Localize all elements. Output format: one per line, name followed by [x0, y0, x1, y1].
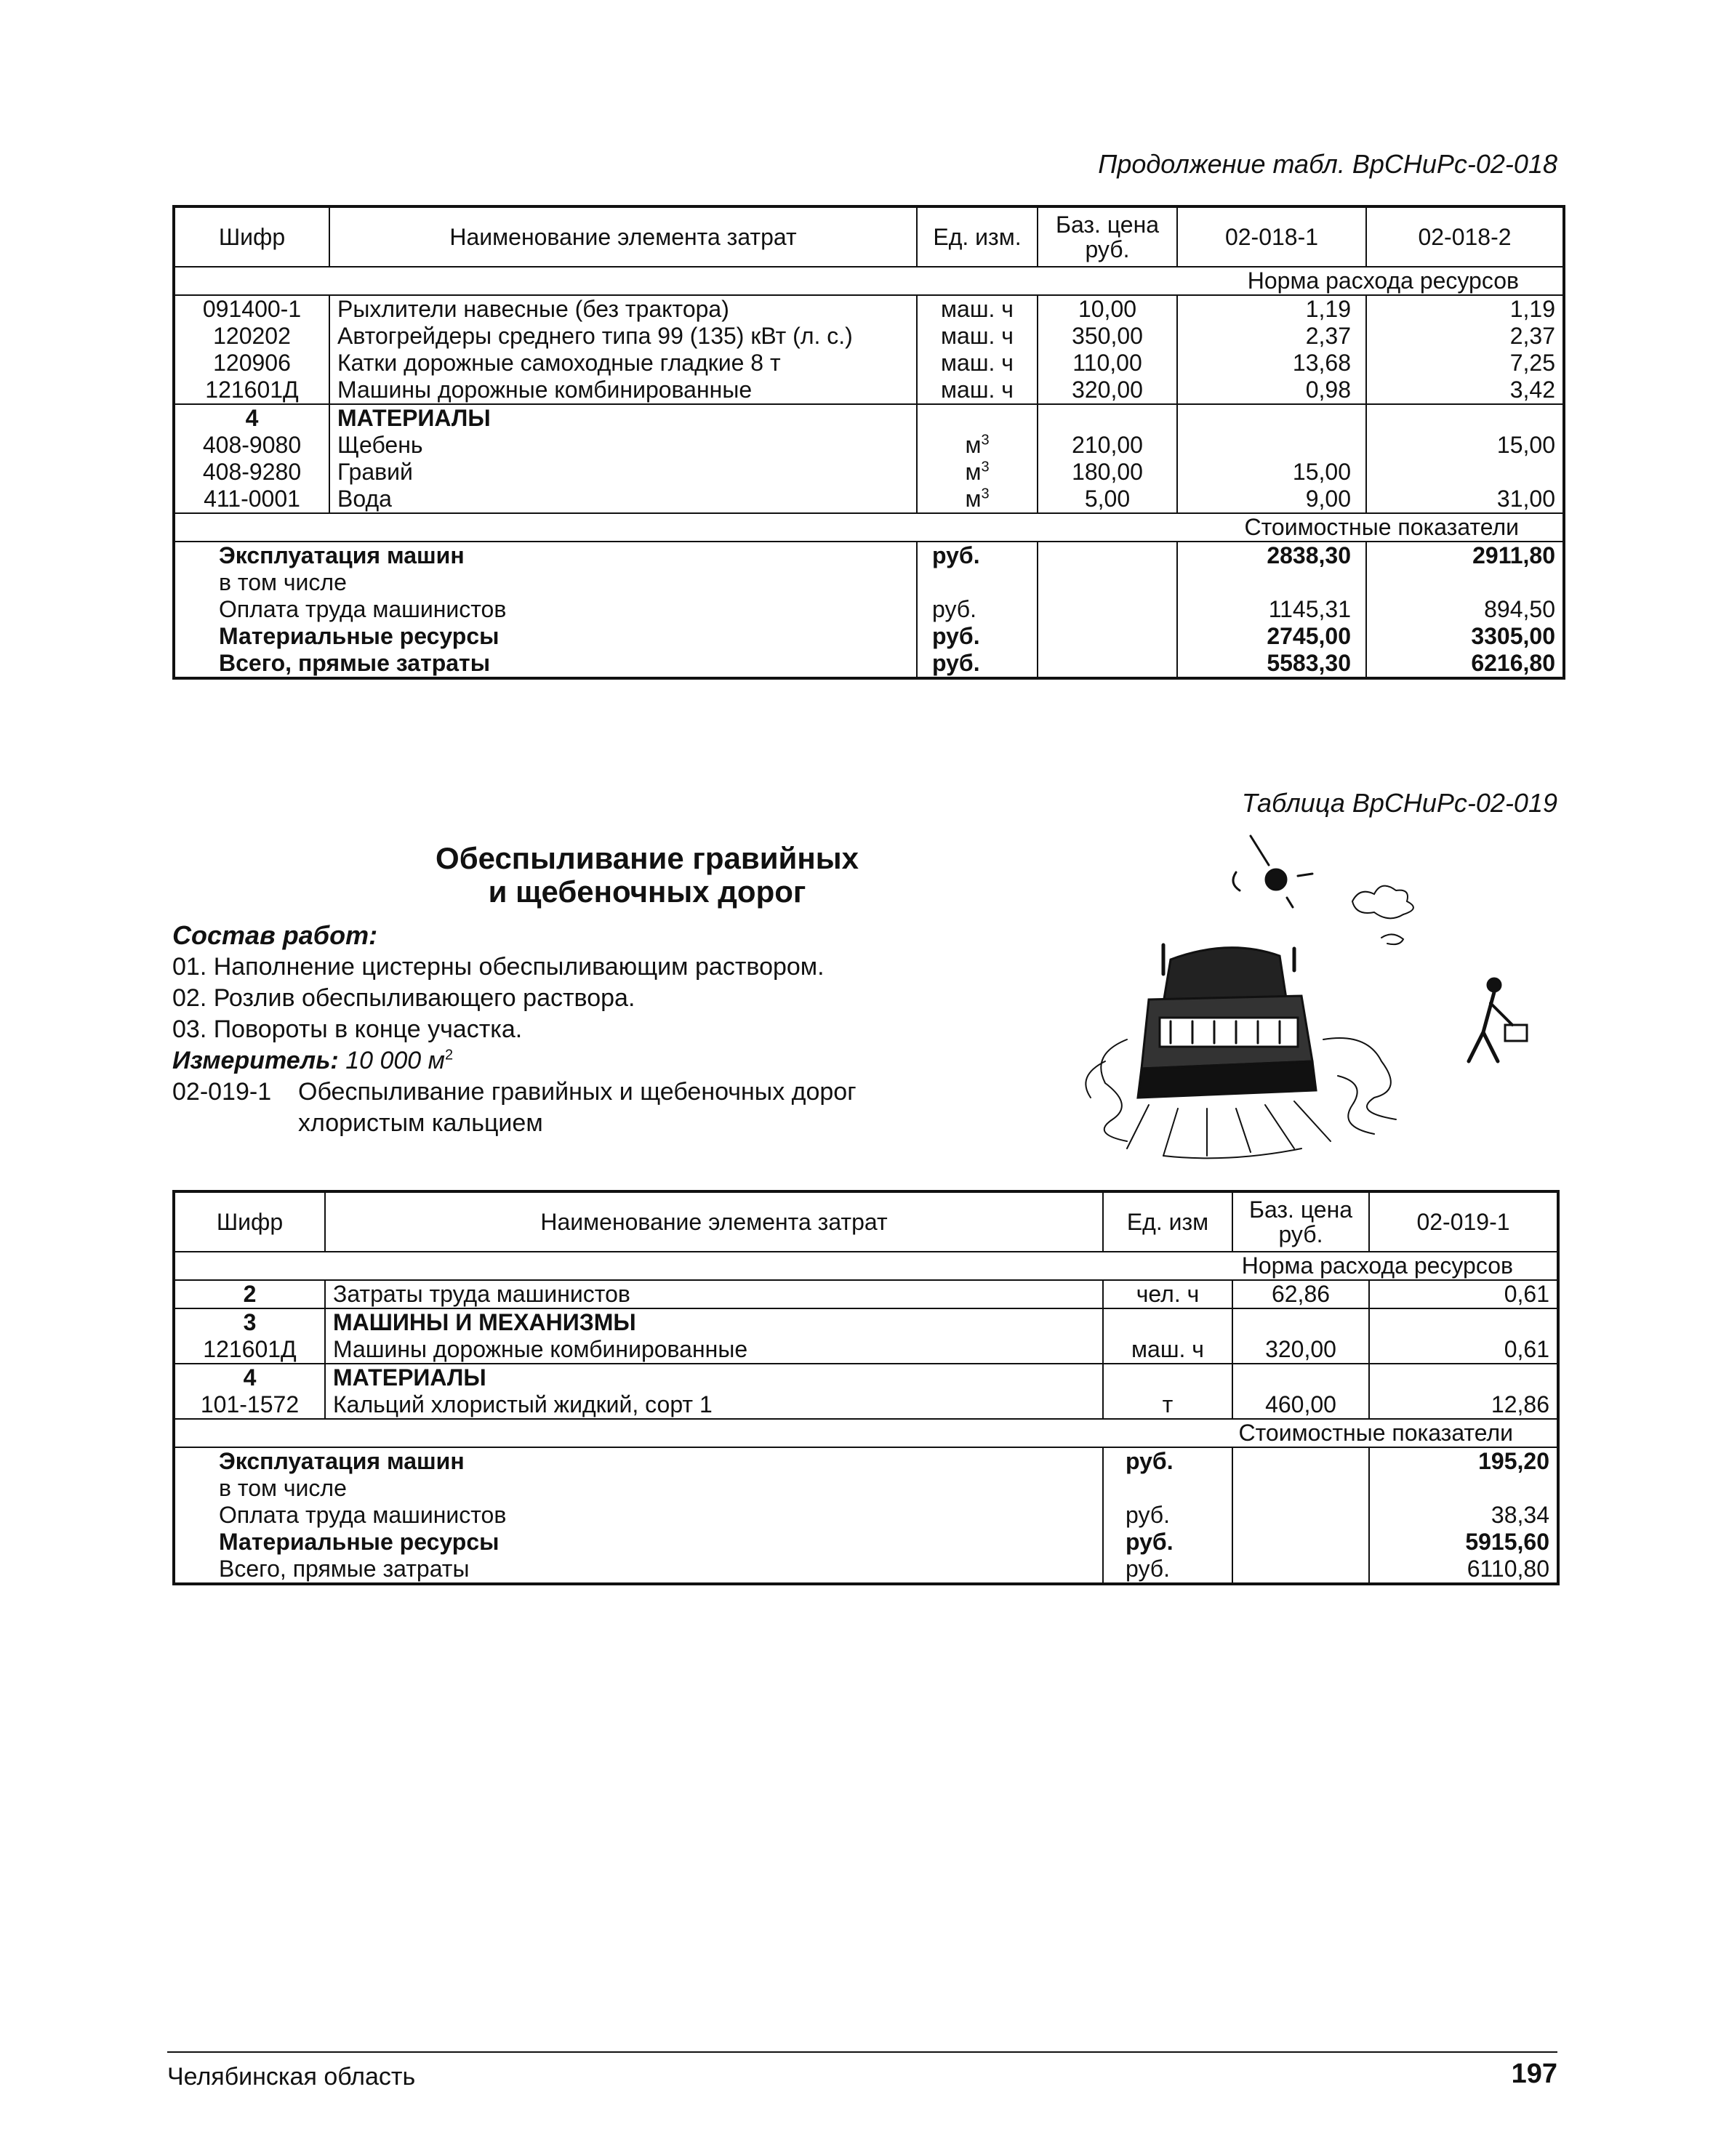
cost-unit: руб.	[1103, 1447, 1232, 1475]
table-row	[174, 323, 1564, 350]
cell-price: 460,00	[1232, 1391, 1369, 1419]
cell-unit: маш. ч	[1103, 1336, 1232, 1364]
cell-name: Кальций хлористый жидкий, сорт 1	[325, 1391, 1103, 1419]
continuation-title: Продолжение табл. ВрСНиРс-02-018	[1098, 149, 1557, 179]
cost-value-1: 1145,31	[1177, 596, 1366, 623]
cost-value-1: 5583,30	[1177, 650, 1366, 678]
header-col-1: 02-019-1	[1369, 1191, 1558, 1252]
cell-name: МАШИНЫ И МЕХАНИЗМЫ	[325, 1308, 1103, 1336]
cell-code: 411-0001	[174, 486, 329, 513]
cost-name: Всего, прямые затраты	[174, 650, 917, 678]
cell-unit: маш. ч	[917, 377, 1038, 404]
section-title	[371, 842, 923, 909]
header-col-1: 02-018-1	[1177, 206, 1366, 267]
cell-price: 5,00	[1038, 486, 1177, 513]
cost-name: Эксплуатация машин	[174, 1447, 1103, 1475]
cost-empty	[1038, 596, 1177, 623]
table-header	[174, 206, 1564, 267]
table-row	[174, 459, 1564, 486]
table-row	[174, 1280, 1558, 1308]
cost-name: Материальные ресурсы	[174, 623, 917, 650]
cell-value-1	[1369, 1308, 1558, 1336]
road-machine-illustration	[1062, 821, 1556, 1163]
cost-row	[174, 650, 1564, 678]
table-row	[174, 295, 1564, 323]
cost-value-2: 2911,80	[1366, 542, 1564, 569]
cost-row	[174, 569, 1564, 596]
cost-empty	[1038, 542, 1177, 569]
cost-value-2: 6216,80	[1366, 650, 1564, 678]
cell-name: Автогрейдеры среднего типа 99 (135) кВт (л. с.)	[329, 323, 917, 350]
cell-value-1	[1369, 1364, 1558, 1391]
cell-unit: чел. ч	[1103, 1280, 1232, 1308]
cell-code: 2	[174, 1280, 325, 1308]
cell-name: МАТЕРИАЛЫ	[325, 1364, 1103, 1391]
cost-unit: руб.	[917, 542, 1038, 569]
cost-value-2: 3305,00	[1366, 623, 1564, 650]
cell-value-1: 1,19	[1177, 295, 1366, 323]
cell-price: 110,00	[1038, 350, 1177, 377]
cell-price: 320,00	[1232, 1336, 1369, 1364]
walking-man-icon	[1469, 978, 1527, 1061]
unit-text: м	[965, 486, 982, 512]
section-cost-label: Стоимостные показатели	[325, 1419, 1558, 1447]
cell-price	[1232, 1308, 1369, 1336]
group-code: 4	[174, 404, 329, 432]
work-item: 01. Наполнение цистерны обеспыливающим раствором.	[172, 953, 825, 981]
cost-row	[174, 1556, 1558, 1584]
cell-name: Вода	[329, 486, 917, 513]
cost-row	[174, 623, 1564, 650]
materials-group-row	[174, 404, 1564, 432]
cell-code: 091400-1	[174, 295, 329, 323]
cost-name: Материальные ресурсы	[174, 1529, 1103, 1556]
header-price: Баз. цена руб.	[1232, 1191, 1369, 1252]
cost-unit: руб.	[1103, 1529, 1232, 1556]
table-row	[174, 350, 1564, 377]
cost-name: в том числе	[174, 569, 917, 596]
group-row	[174, 1308, 1558, 1336]
cost-value-1: 6110,80	[1369, 1556, 1558, 1584]
table-02-018	[172, 205, 1565, 680]
cost-name: в том числе	[174, 1475, 1103, 1502]
cell-code: 4	[174, 1364, 325, 1391]
cost-unit	[1103, 1475, 1232, 1502]
cell-price: 210,00	[1038, 432, 1177, 459]
cell-value-1: 0,61	[1369, 1280, 1558, 1308]
unit-text: м	[965, 432, 982, 458]
page-number: 197	[1511, 2059, 1557, 2089]
cell-price: 180,00	[1038, 459, 1177, 486]
cost-empty	[1232, 1502, 1369, 1529]
cost-value-1	[1369, 1475, 1558, 1502]
table-row	[174, 1391, 1558, 1419]
cell-code: 3	[174, 1308, 325, 1336]
cost-name: Всего, прямые затраты	[174, 1556, 1103, 1584]
cost-row	[174, 1529, 1558, 1556]
cell-value-1	[1177, 432, 1366, 459]
section-cost-row	[174, 1419, 1558, 1447]
section-norm-label: Норма расхода ресурсов	[329, 267, 1564, 295]
cell-unit: т	[1103, 1391, 1232, 1419]
cell-price	[1232, 1364, 1369, 1391]
cell-unit: маш. ч	[917, 323, 1038, 350]
cost-value-2	[1366, 569, 1564, 596]
cell-value-2: 3,42	[1366, 377, 1564, 404]
cost-unit: руб.	[917, 623, 1038, 650]
cost-unit: руб.	[1103, 1502, 1232, 1529]
cost-row	[174, 1475, 1558, 1502]
table-row	[174, 432, 1564, 459]
unit-sup: 3	[981, 459, 990, 475]
cell-unit	[1103, 1308, 1232, 1336]
work-items-list	[172, 952, 987, 1045]
cost-value-1: 38,34	[1369, 1502, 1558, 1529]
cell-code: 408-9280	[174, 459, 329, 486]
cell-code: 408-9080	[174, 432, 329, 459]
cell-unit	[1103, 1364, 1232, 1391]
section-norm-row	[174, 1252, 1558, 1280]
cell-value-1: 2,37	[1177, 323, 1366, 350]
header-name: Наименование элемента затрат	[329, 206, 917, 267]
cell-value-1: 15,00	[1177, 459, 1366, 486]
sun-icon	[1233, 836, 1312, 907]
group-row	[174, 1364, 1558, 1391]
cost-row	[174, 542, 1564, 569]
header-code: Шифр	[174, 1191, 325, 1252]
cell-price: 320,00	[1038, 377, 1177, 404]
cost-unit: руб.	[1103, 1556, 1232, 1584]
cell-name: Рыхлители навесные (без трактора)	[329, 295, 917, 323]
table-header	[174, 1191, 1558, 1252]
cell-code: 120202	[174, 323, 329, 350]
cell-unit: маш. ч	[917, 350, 1038, 377]
cell-unit: маш. ч	[917, 295, 1038, 323]
table-row	[174, 1336, 1558, 1364]
table-row	[174, 486, 1564, 513]
cell-name: Машины дорожные комбинированные	[325, 1336, 1103, 1364]
section-cost-row	[174, 513, 1564, 542]
cost-row	[174, 1502, 1558, 1529]
cell-value-1: 12,86	[1369, 1391, 1558, 1419]
header-unit: Ед. изм	[1103, 1191, 1232, 1252]
cost-unit: руб.	[917, 650, 1038, 678]
unit-text: м	[965, 459, 982, 485]
cost-value-2: 894,50	[1366, 596, 1564, 623]
section-title-line-2: и щебеночных дорог	[488, 874, 806, 909]
header-price: Баз. цена руб.	[1038, 206, 1177, 267]
cell-value-2: 2,37	[1366, 323, 1564, 350]
unit-sup: 3	[981, 486, 990, 502]
meter-value: 10 000 м	[345, 1047, 445, 1074]
unit-sup: 3	[981, 432, 990, 449]
cost-value-1	[1177, 569, 1366, 596]
machine-icon	[1138, 945, 1316, 1098]
work-item: 03. Повороты в конце участка.	[172, 1015, 523, 1043]
cell-unit	[917, 432, 1038, 459]
cost-name: Оплата труда машинистов	[174, 596, 917, 623]
work-composition	[172, 920, 987, 1139]
cost-empty	[1232, 1529, 1369, 1556]
cell-name: Затраты труда машинистов	[325, 1280, 1103, 1308]
header-col-2: 02-018-2	[1366, 206, 1564, 267]
cost-empty	[1232, 1447, 1369, 1475]
cost-row	[174, 1447, 1558, 1475]
item-line	[172, 1077, 987, 1139]
cost-name: Эксплуатация машин	[174, 542, 917, 569]
item-code: 02-019-1	[172, 1078, 272, 1106]
cost-value-1: 2745,00	[1177, 623, 1366, 650]
item-desc	[298, 1077, 857, 1139]
cell-price: 62,86	[1232, 1280, 1369, 1308]
header-unit: Ед. изм.	[917, 206, 1038, 267]
group-name: МАТЕРИАЛЫ	[329, 404, 917, 432]
meter-label: Измеритель:	[172, 1047, 339, 1074]
cost-empty	[1038, 623, 1177, 650]
work-composition-label: Состав работ:	[172, 920, 378, 950]
cell-value-1: 0,61	[1369, 1336, 1558, 1364]
table-row	[174, 377, 1564, 404]
cost-unit: руб.	[917, 596, 1038, 623]
meter-line	[172, 1045, 987, 1077]
cell-value-2	[1366, 459, 1564, 486]
header-code: Шифр	[174, 206, 329, 267]
cost-unit	[917, 569, 1038, 596]
cost-name: Оплата труда машинистов	[174, 1502, 1103, 1529]
cell-code: 121601Д	[174, 1336, 325, 1364]
cost-empty	[1232, 1475, 1369, 1502]
cell-value-1: 9,00	[1177, 486, 1366, 513]
table-02-019	[172, 1190, 1560, 1585]
section-title-line-1: Обеспыливание гравийных	[436, 841, 859, 875]
header-name: Наименование элемента затрат	[325, 1191, 1103, 1252]
cell-value-2: 15,00	[1366, 432, 1564, 459]
cost-empty	[1038, 650, 1177, 678]
cell-price: 350,00	[1038, 323, 1177, 350]
cell-name: Машины дорожные комбинированные	[329, 377, 917, 404]
footer-region: Челябинская область	[167, 2063, 416, 2091]
cell-value-1: 13,68	[1177, 350, 1366, 377]
cost-empty	[1232, 1556, 1369, 1584]
cell-unit	[917, 486, 1038, 513]
dust-cloud-icon	[1352, 886, 1413, 919]
cell-price: 10,00	[1038, 295, 1177, 323]
cell-code: 121601Д	[174, 377, 329, 404]
cost-row	[174, 596, 1564, 623]
table-label: Таблица ВрСНиРс-02-019	[1241, 788, 1557, 818]
cost-value-1: 5915,60	[1369, 1529, 1558, 1556]
item-desc-line-1: Обеспыливание гравийных и щебеночных дорог	[298, 1078, 857, 1106]
work-item: 02. Розлив обеспыливающего раствора.	[172, 984, 635, 1012]
footer-rule	[167, 2051, 1557, 2053]
cell-code: 120906	[174, 350, 329, 377]
cell-name: Щебень	[329, 432, 917, 459]
cell-value-1: 0,98	[1177, 377, 1366, 404]
cell-name: Гравий	[329, 459, 917, 486]
section-norm-label: Норма расхода ресурсов	[325, 1252, 1558, 1280]
cost-value-1: 195,20	[1369, 1447, 1558, 1475]
section-norm-row	[174, 267, 1564, 295]
cell-value-2: 1,19	[1366, 295, 1564, 323]
cost-empty	[1038, 569, 1177, 596]
cell-value-2: 7,25	[1366, 350, 1564, 377]
cell-unit	[917, 459, 1038, 486]
cell-value-2: 31,00	[1366, 486, 1564, 513]
meter-sup: 2	[444, 1047, 454, 1063]
cell-code: 101-1572	[174, 1391, 325, 1419]
cost-value-1: 2838,30	[1177, 542, 1366, 569]
cell-name: Катки дорожные самоходные гладкие 8 т	[329, 350, 917, 377]
item-desc-line-2: хлористым кальцием	[298, 1109, 543, 1137]
section-cost-label: Стоимостные показатели	[329, 513, 1564, 542]
